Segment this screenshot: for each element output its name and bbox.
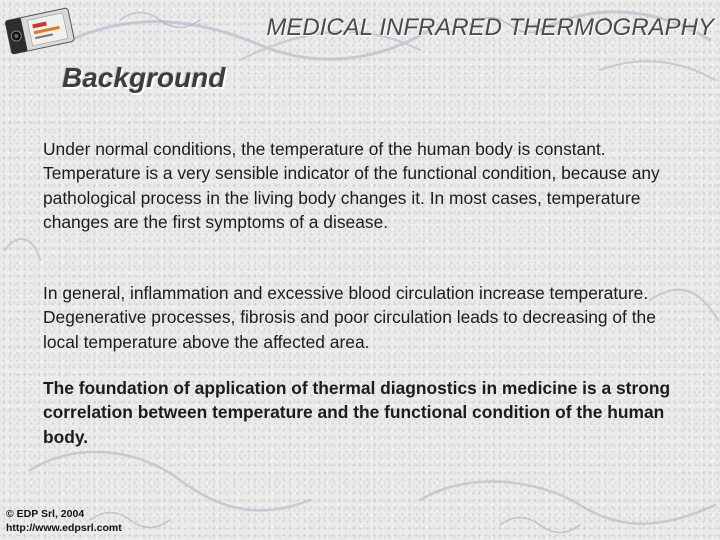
paragraph-foundation: The foundation of application of thermal diagnostics in medicine is a strong correlation between temperature and the functional condition of the human body. bbox=[43, 378, 671, 447]
paragraph-inflammation: In general, inflammation and excessive blood circulation increase temperature. Degenerative processes, fibrosis and poor circulation leads to decreasing of the local temperature above the affected area. bbox=[43, 283, 656, 352]
section-title: Background bbox=[62, 62, 226, 93]
footer-url[interactable]: http://www.edpsrl.comt bbox=[6, 522, 122, 534]
footer bbox=[6, 507, 122, 535]
paragraph-normal-conditions: Under normal conditions, the temperature of the human body is constant. Temperature is a very sensible indicator of the functional condition, because any pathological process in the living body changes it. In most cases, temperature changes are the first symptoms of a disease. bbox=[43, 139, 660, 232]
thermography-camera-icon bbox=[2, 2, 78, 62]
header-title: MEDICAL INFRARED THERMOGRAPHY bbox=[266, 14, 714, 41]
footer-copyright: © EDP Srl, 2004 bbox=[6, 508, 85, 520]
